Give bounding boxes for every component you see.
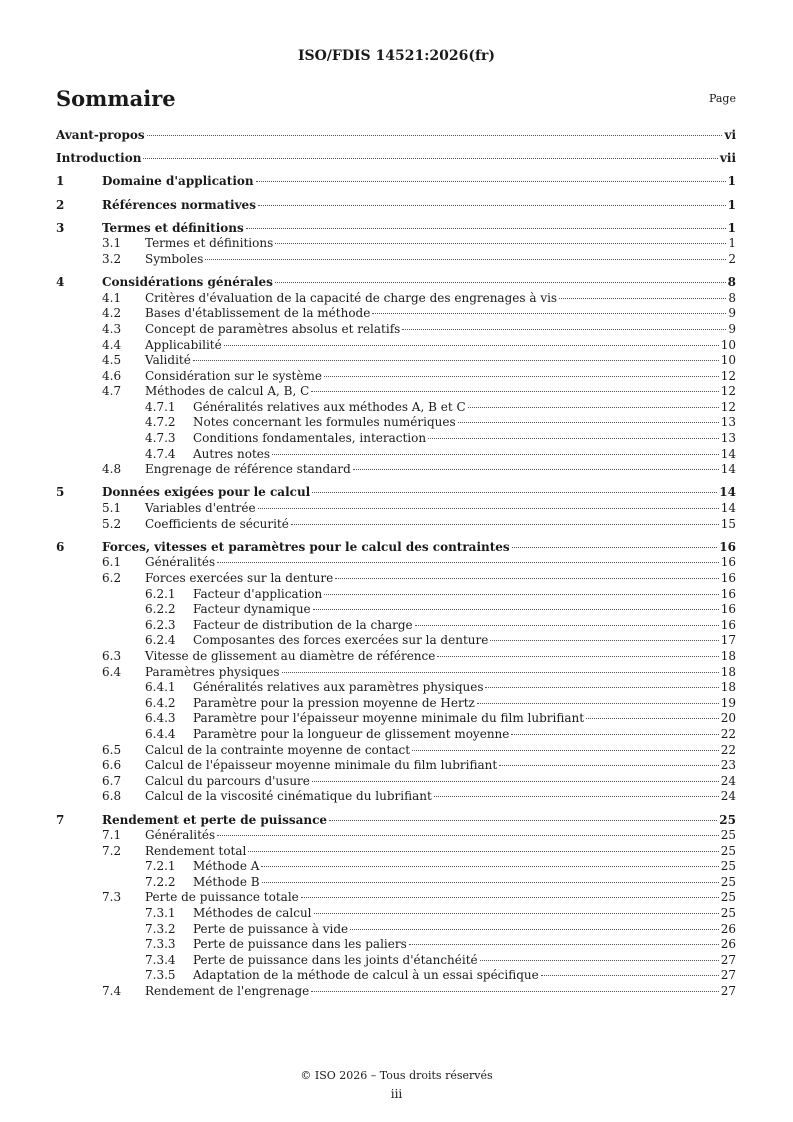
toc-entry[interactable] [56, 665, 736, 681]
page-column-label: Page [708, 92, 736, 105]
dot-leader [275, 281, 726, 283]
dot-leader [312, 780, 719, 782]
toc-entry[interactable] [56, 587, 736, 603]
toc-entry-page: 8 [728, 290, 736, 305]
toc-entry[interactable] [56, 953, 736, 969]
toc-entry-page: 13 [720, 431, 736, 446]
toc-entry-page: 1 [727, 220, 736, 235]
toc-entry-page: 26 [720, 921, 736, 936]
toc-entry-page: 19 [720, 695, 736, 710]
toc-entry-page: 9 [728, 306, 736, 321]
toc-entry-number: 6.8 [102, 789, 122, 804]
dot-leader [312, 491, 717, 493]
toc-entry[interactable] [56, 828, 736, 844]
toc-entry[interactable] [56, 236, 736, 252]
toc-entry-number: 5.2 [102, 516, 122, 531]
toc-entry[interactable] [56, 875, 736, 891]
dot-leader [353, 468, 719, 470]
toc-entry-number: 7.3.3 [145, 937, 176, 952]
toc-entry-label: Coefficients de sécurité [145, 516, 289, 531]
toc-entry-page: 22 [720, 742, 736, 757]
dot-leader [437, 655, 718, 657]
toc-entry[interactable] [56, 128, 736, 144]
dot-leader [147, 134, 723, 136]
dot-leader [415, 624, 719, 626]
toc-entry[interactable] [56, 789, 736, 805]
toc-entry[interactable] [56, 400, 736, 416]
toc-entry-number: 7.2 [102, 843, 122, 858]
toc-entry-label: Méthode B [193, 874, 260, 889]
toc-entry-label: Perte de puissance dans les paliers [193, 937, 407, 952]
dot-leader [468, 406, 719, 408]
toc-entry[interactable] [56, 322, 736, 338]
toc-entry-page: 25 [720, 859, 736, 874]
dot-leader [262, 881, 719, 883]
dot-leader [217, 834, 719, 836]
dot-leader [350, 928, 719, 930]
dot-leader [480, 959, 719, 961]
toc-entry-page: 23 [720, 758, 736, 773]
dot-leader [324, 375, 719, 377]
toc-entry-page: 15 [720, 516, 736, 531]
toc-entry-label: Conditions fondamentales, interaction [193, 431, 427, 446]
toc-entry[interactable] [56, 275, 736, 291]
toc-entry-page: 25 [720, 828, 736, 843]
toc-entry-label: Généralités relatives aux méthodes A, B et C [193, 399, 466, 414]
toc-entry-number: 4.8 [102, 462, 122, 477]
toc-entry-label: Calcul de l'épaisseur moyenne minimale du film lubrifiant [145, 758, 498, 773]
toc-entry-page: 20 [720, 711, 736, 726]
toc-entry-label: Données exigées pour le calcul [102, 485, 311, 500]
toc-entry[interactable] [56, 890, 736, 906]
toc-entry-label: Variables d'entrée [145, 501, 256, 516]
toc-entry-label: Concept de paramètres absolus et relatifs [145, 321, 401, 336]
toc-entry-number: 7.2.2 [145, 874, 176, 889]
toc-entry-label: Engrenage de référence standard [145, 462, 351, 477]
toc-entry-page: 27 [720, 984, 736, 999]
dot-leader [258, 204, 726, 206]
dot-leader [372, 312, 726, 314]
toc-entry-page: 16 [719, 539, 736, 554]
toc-entry-label: Paramètre pour la longueur de glissement moyenne [193, 726, 510, 741]
toc-entry-number: 7.3.2 [145, 921, 176, 936]
toc-entry-page: 9 [728, 321, 736, 336]
toc-entry-page: 24 [720, 789, 736, 804]
dot-leader [402, 328, 726, 330]
toc-entry[interactable] [56, 906, 736, 922]
dot-leader [272, 453, 719, 455]
toc-entry-number: 7.2.1 [145, 859, 176, 874]
toc-entry-page: 16 [720, 617, 736, 632]
dot-leader [224, 344, 719, 346]
toc-entry-page: 1 [728, 236, 736, 251]
toc-entry-page: 18 [720, 648, 736, 663]
dot-leader [586, 717, 719, 719]
toc-entry-page: 10 [720, 337, 736, 352]
toc-entry[interactable] [56, 968, 736, 984]
toc-entry[interactable] [56, 540, 736, 556]
toc-entry-number: 7.3.1 [145, 906, 176, 921]
toc-entry[interactable] [56, 633, 736, 649]
toc-entry-number: 6 [56, 539, 65, 554]
toc-entry-label: Généralités relatives aux paramètres physiques [193, 680, 484, 695]
toc-entry-page: 12 [720, 399, 736, 414]
dot-leader [434, 795, 719, 797]
dot-leader [311, 990, 718, 992]
toc-entry-number: 3.1 [102, 236, 122, 251]
dot-leader [193, 359, 719, 361]
dot-leader [335, 577, 719, 579]
toc-entry-label: Généralités [145, 828, 216, 843]
toc-entry-page: 27 [720, 952, 736, 967]
toc-entry-label: Forces, vitesses et paramètres pour le calcul des contraintes [102, 539, 510, 554]
toc-entry[interactable] [56, 711, 736, 727]
toc-entry-label: Validité [145, 353, 191, 368]
toc-entry-number: 4.4 [102, 337, 122, 352]
toc-entry-page: 12 [720, 384, 736, 399]
dot-leader [490, 639, 718, 641]
toc-entry-number: 4.7.4 [145, 446, 176, 461]
toc-entry-label: Domaine d'application [102, 174, 254, 189]
toc-entry-number: 4 [56, 275, 65, 290]
toc-entry-number: 4.7.2 [145, 415, 176, 430]
toc-entry-number: 6.4.1 [145, 680, 176, 695]
toc-entry-label: Considération sur le système [145, 368, 322, 383]
toc-entry-page: 14 [720, 462, 736, 477]
toc-entry[interactable] [56, 338, 736, 354]
toc-entry-page: 16 [720, 586, 736, 601]
toc-entry-number: 1 [56, 174, 65, 189]
toc-entry-page: 13 [720, 415, 736, 430]
toc-entry[interactable] [56, 602, 736, 618]
dot-leader [458, 421, 719, 423]
toc-entry[interactable] [56, 618, 736, 634]
toc-entry-number: 2 [56, 197, 65, 212]
toc-entry-number: 4.1 [102, 290, 122, 305]
toc-entry-page: 24 [720, 773, 736, 788]
table-of-contents [56, 128, 736, 1000]
toc-entry[interactable] [56, 680, 736, 696]
toc-entry-number: 6.7 [102, 773, 122, 788]
toc-entry-label: Applicabilité [145, 337, 222, 352]
toc-entry-page: vii [719, 151, 736, 166]
toc-entry[interactable] [56, 353, 736, 369]
toc-entry-page: 25 [720, 843, 736, 858]
toc-entry-number: 4.5 [102, 353, 122, 368]
toc-entry-label: Rendement de l'engrenage [145, 984, 310, 999]
toc-entry-number: 7.3.4 [145, 952, 176, 967]
dot-leader [291, 523, 719, 525]
dot-leader [412, 749, 719, 751]
dot-leader [428, 437, 719, 439]
toc-entry-number: 6.4.4 [145, 726, 176, 741]
toc-entry-label: Considérations générales [102, 275, 273, 290]
toc-entry-page: 25 [720, 906, 736, 921]
toc-entry-number: 4.6 [102, 368, 122, 383]
toc-entry-page: 26 [720, 937, 736, 952]
toc-entry-label: Facteur dynamique [193, 602, 311, 617]
toc-entry-page: 14 [720, 501, 736, 516]
toc-entry-page: vi [724, 128, 736, 142]
dot-leader [205, 258, 726, 260]
toc-entry[interactable] [56, 859, 736, 875]
toc-entry-label: Facteur d'application [193, 586, 323, 601]
toc-entry-label: Paramètres physiques [145, 664, 280, 679]
toc-entry-label: Bases d'établissement de la méthode [145, 306, 371, 321]
toc-entry[interactable] [56, 431, 736, 447]
toc-entry[interactable] [56, 922, 736, 938]
toc-entry-label: Calcul du parcours d'usure [145, 773, 310, 788]
toc-entry-number: 5 [56, 485, 65, 500]
toc-entry[interactable] [56, 384, 736, 400]
toc-entry-label: Perte de puissance à vide [193, 921, 349, 936]
toc-entry-label: Composantes des forces exercées sur la denture [193, 633, 489, 648]
toc-entry-label: Autres notes [193, 446, 271, 461]
toc-entry-label: Forces exercées sur la denture [145, 571, 334, 585]
toc-entry[interactable] [56, 447, 736, 463]
toc-entry-page: 25 [720, 890, 736, 905]
toc-entry[interactable] [56, 727, 736, 743]
toc-entry-page: 25 [720, 874, 736, 889]
toc-entry-page: 14 [720, 446, 736, 461]
toc-entry-number: 6.4.2 [145, 695, 176, 710]
toc-entry-label: Rendement et perte de puissance [102, 812, 328, 827]
toc-entry[interactable] [56, 758, 736, 774]
toc-entry-label: Notes concernant les formules numériques [193, 415, 456, 430]
toc-entry-number: 6.2.3 [145, 617, 176, 632]
dot-leader [313, 608, 719, 610]
toc-entry-page: 14 [719, 485, 736, 500]
dot-leader [511, 733, 718, 735]
toc-entry[interactable] [56, 174, 736, 190]
toc-entry-page: 22 [720, 726, 736, 741]
toc-entry-number: 4.7.3 [145, 431, 176, 446]
dot-leader [559, 297, 726, 299]
toc-entry-page: 16 [720, 571, 736, 585]
page-title: Sommaire [56, 86, 176, 111]
document-id: ISO/FDIS 14521:2026(fr) [297, 48, 496, 64]
dot-leader [541, 974, 719, 976]
dot-leader [261, 865, 718, 867]
dot-leader [256, 180, 726, 182]
toc-entry-label: Paramètre pour la pression moyenne de Hertz [193, 695, 475, 710]
toc-entry-number: 3 [56, 220, 65, 235]
dot-leader [477, 702, 719, 704]
toc-entry-number: 4.7.1 [145, 399, 176, 414]
toc-entry-label: Vitesse de glissement au diamètre de référence [145, 648, 436, 663]
toc-entry-page: 27 [720, 968, 736, 983]
toc-entry-number: 6.3 [102, 648, 122, 663]
toc-entry[interactable] [56, 571, 736, 587]
toc-entry-number: 6.4.3 [145, 711, 176, 726]
toc-entry[interactable] [56, 415, 736, 431]
toc-entry-page: 16 [720, 555, 736, 570]
toc-entry-page: 2 [728, 251, 736, 266]
toc-entry[interactable] [56, 221, 736, 237]
dot-leader [282, 671, 719, 673]
toc-entry[interactable] [56, 984, 736, 1000]
toc-entry-page: 8 [727, 275, 736, 290]
toc-entry[interactable] [56, 291, 736, 307]
toc-entry-number: 7.3 [102, 890, 122, 905]
toc-entry[interactable] [56, 517, 736, 533]
toc-entry[interactable] [56, 485, 736, 501]
toc-entry-label: Termes et définitions [145, 236, 274, 251]
toc-entry-label: Calcul de la contrainte moyenne de contact [145, 742, 411, 757]
toc-entry-number: 4.3 [102, 321, 122, 336]
toc-entry-label: Introduction [56, 151, 142, 166]
toc-entry-label: Symboles [145, 251, 204, 266]
toc-entry[interactable] [56, 555, 736, 571]
toc-entry-number: 4.7 [102, 384, 122, 399]
dot-leader [301, 896, 719, 898]
toc-entry-label: Facteur de distribution de la charge [193, 617, 413, 632]
toc-entry-page: 10 [720, 353, 736, 368]
toc-entry-label: Rendement total [145, 843, 247, 858]
toc-entry-number: 7.4 [102, 984, 122, 999]
toc-entry-page: 1 [727, 197, 736, 212]
page-number: iii [390, 1087, 403, 1101]
toc-entry-page: 16 [720, 602, 736, 617]
toc-entry-number: 6.5 [102, 742, 122, 757]
toc-entry[interactable] [56, 369, 736, 385]
toc-entry[interactable] [56, 844, 736, 860]
toc-entry-label: Références normatives [102, 197, 256, 212]
toc-entry[interactable] [56, 696, 736, 712]
toc-entry-number: 6.1 [102, 555, 122, 570]
dot-leader [512, 546, 718, 548]
toc-entry-page: 18 [720, 680, 736, 695]
copyright-footer: © ISO 2026 – Tous droits réservés [300, 1069, 493, 1082]
toc-entry-label: Termes et définitions [102, 220, 244, 235]
toc-entry[interactable] [56, 252, 736, 268]
dot-leader [329, 819, 717, 821]
toc-entry-label: Méthodes de calcul [193, 906, 312, 921]
toc-entry-label: Calcul de la viscosité cinématique du lubrifiant [145, 789, 432, 804]
toc-entry[interactable] [56, 774, 736, 790]
dot-leader [314, 912, 719, 914]
toc-entry-label: Perte de puissance dans les joints d'étanchéité [193, 952, 478, 967]
toc-entry-label: Critères d'évaluation de la capacité de charge des engrenages à vis [145, 290, 558, 305]
toc-entry-label: Méthode A [193, 859, 260, 874]
toc-entry-label: Avant-propos [56, 128, 145, 142]
toc-entry-number: 6.6 [102, 758, 122, 773]
dot-leader [246, 227, 726, 229]
toc-entry[interactable] [56, 198, 736, 214]
toc-entry-number: 6.2.4 [145, 633, 176, 648]
dot-leader [485, 686, 718, 688]
toc-entry[interactable] [56, 813, 736, 829]
toc-entry-number: 3.2 [102, 251, 122, 266]
toc-entry-page: 17 [720, 633, 736, 648]
toc-entry-label: Généralités [145, 555, 216, 570]
dot-leader [311, 390, 718, 392]
toc-entry-page: 1 [727, 174, 736, 189]
dot-leader [217, 561, 719, 563]
toc-entry[interactable] [56, 649, 736, 665]
toc-entry[interactable] [56, 151, 736, 167]
dot-leader [275, 242, 726, 244]
dot-leader [258, 507, 719, 509]
toc-entry-label: Perte de puissance totale [145, 890, 299, 905]
toc-entry-label: Paramètre pour l'épaisseur moyenne minimale du film lubrifiant [193, 711, 585, 726]
toc-entry-number: 5.1 [102, 501, 122, 516]
dot-leader [324, 593, 718, 595]
toc-entry-number: 6.2.1 [145, 586, 176, 601]
toc-entry-page: 25 [719, 812, 736, 827]
dot-leader [499, 764, 719, 766]
toc-entry-number: 7.3.5 [145, 968, 176, 983]
dot-leader [248, 850, 718, 852]
toc-entry-label: Adaptation de la méthode de calcul à un essai spécifique [193, 968, 539, 983]
dot-leader [143, 157, 717, 159]
toc-entry[interactable] [56, 306, 736, 322]
toc-entry[interactable] [56, 743, 736, 759]
toc-entry-number: 6.4 [102, 664, 122, 679]
toc-entry-number: 4.2 [102, 306, 122, 321]
toc-entry-number: 7 [56, 812, 65, 827]
toc-entry-number: 7.1 [102, 828, 122, 843]
dot-leader [409, 943, 719, 945]
toc-entry[interactable] [56, 462, 736, 478]
toc-entry-page: 12 [720, 368, 736, 383]
toc-entry[interactable] [56, 937, 736, 953]
toc-entry-page: 18 [720, 664, 736, 679]
toc-entry-label: Méthodes de calcul A, B, C [145, 384, 310, 399]
toc-entry-number: 6.2 [102, 571, 122, 585]
toc-entry-number: 6.2.2 [145, 602, 176, 617]
toc-entry[interactable] [56, 501, 736, 517]
